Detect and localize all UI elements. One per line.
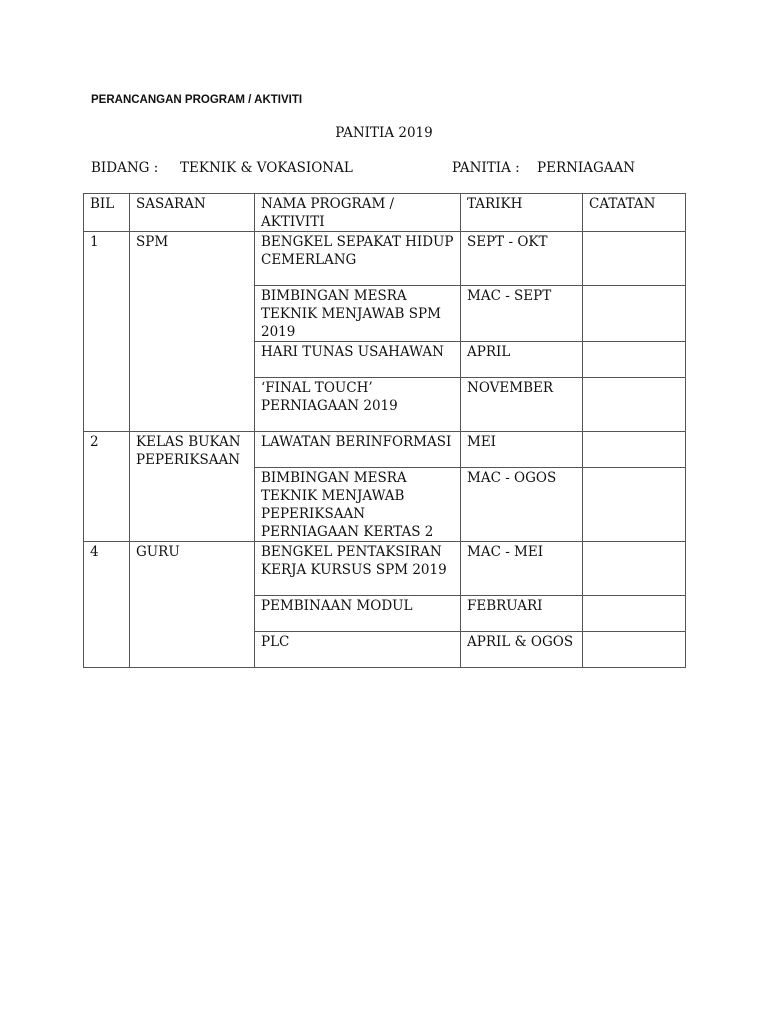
cell-bil: 4	[84, 542, 130, 668]
cell-program: BIMBINGAN MESRA TEKNIK MENJAWAB PEPERIKSAAN PERNIAGAAN KERTAS 2	[255, 468, 461, 542]
panitia-year: PANITIA 2019	[335, 125, 433, 141]
header-tarikh: TARIKH	[461, 194, 583, 232]
cell-tarikh: APRIL & OGOS	[461, 632, 583, 668]
cell-tarikh: FEBRUARI	[461, 596, 583, 632]
cell-program: ‘FINAL TOUCH’ PERNIAGAAN 2019	[255, 378, 461, 432]
table-row	[84, 432, 686, 468]
panitia-value: PERNIAGAAN	[537, 160, 636, 176]
cell-program: PLC	[255, 632, 461, 668]
panitia-title	[0, 125, 768, 141]
bidang-line	[91, 160, 711, 180]
header-nama-program: NAMA PROGRAM / AKTIVITI	[255, 194, 461, 232]
cell-bil: 2	[84, 432, 130, 542]
cell-tarikh: SEPT - OKT	[461, 232, 583, 286]
table-row	[84, 542, 686, 596]
cell-catatan	[583, 378, 686, 432]
document-heading: PERANCANGAN PROGRAM / AKTIVITI	[91, 94, 303, 106]
panitia-label: PANITIA :	[452, 160, 520, 176]
cell-program: PEMBINAAN MODUL	[255, 596, 461, 632]
program-table	[83, 193, 686, 668]
header-bil: BIL	[84, 194, 130, 232]
bidang-value: TEKNIK & VOKASIONAL	[180, 160, 353, 176]
cell-tarikh: APRIL	[461, 342, 583, 378]
cell-program: LAWATAN BERINFORMASI	[255, 432, 461, 468]
bidang-label: BIDANG :	[91, 160, 159, 176]
cell-sasaran: SPM	[130, 232, 255, 432]
cell-catatan	[583, 542, 686, 596]
cell-tarikh: MAC - SEPT	[461, 286, 583, 342]
cell-catatan	[583, 342, 686, 378]
cell-tarikh: MEI	[461, 432, 583, 468]
cell-program: BENGKEL PENTAKSIRAN KERJA KURSUS SPM 2019	[255, 542, 461, 596]
cell-program: BENGKEL SEPAKAT HIDUP CEMERLANG	[255, 232, 461, 286]
cell-tarikh: NOVEMBER	[461, 378, 583, 432]
cell-catatan	[583, 596, 686, 632]
table-header-row	[84, 194, 686, 232]
cell-tarikh: MAC - OGOS	[461, 468, 583, 542]
header-sasaran: SASARAN	[130, 194, 255, 232]
cell-program: BIMBINGAN MESRA TEKNIK MENJAWAB SPM 2019	[255, 286, 461, 342]
cell-sasaran: KELAS BUKAN PEPERIKSAAN	[130, 432, 255, 542]
cell-sasaran: GURU	[130, 542, 255, 668]
cell-catatan	[583, 632, 686, 668]
header-catatan: CATATAN	[583, 194, 686, 232]
cell-tarikh: MAC - MEI	[461, 542, 583, 596]
table-row	[84, 232, 686, 286]
cell-catatan	[583, 432, 686, 468]
cell-bil: 1	[84, 232, 130, 432]
cell-catatan	[583, 286, 686, 342]
cell-catatan	[583, 468, 686, 542]
cell-program: HARI TUNAS USAHAWAN	[255, 342, 461, 378]
cell-catatan	[583, 232, 686, 286]
